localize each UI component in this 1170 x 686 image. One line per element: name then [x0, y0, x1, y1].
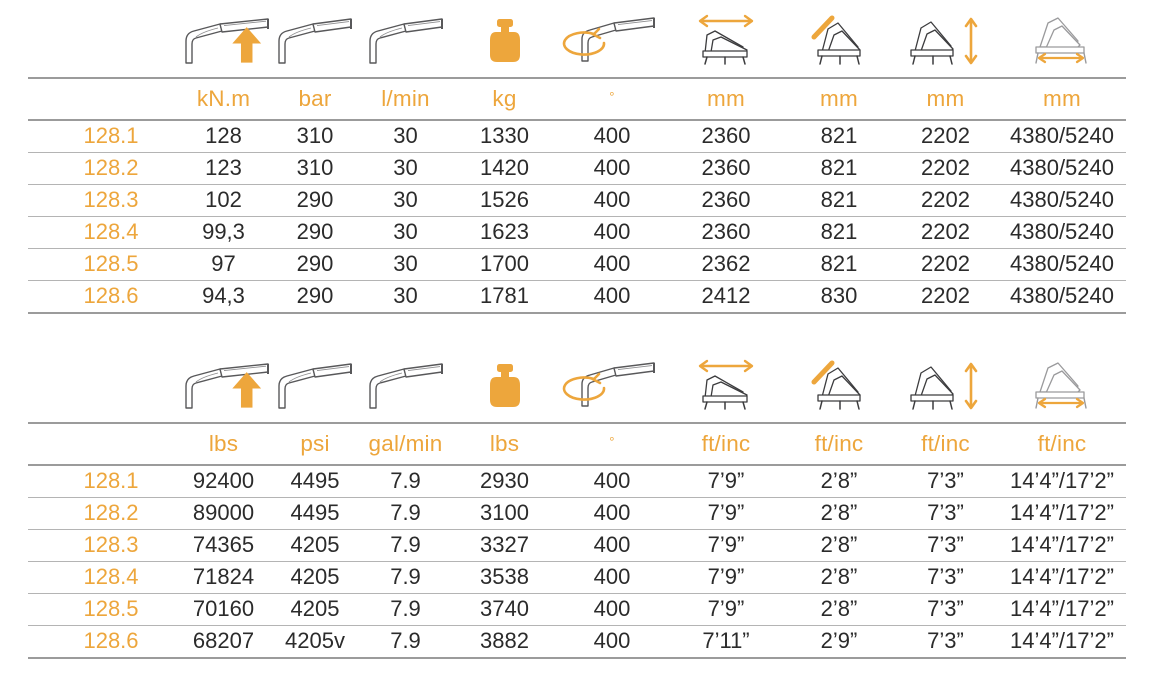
- cell-rotation: 400: [557, 465, 667, 498]
- cell-oil-flow: 7.9: [359, 594, 452, 626]
- cell-oil-flow: 30: [359, 120, 452, 153]
- cell-weight: 1420: [452, 153, 557, 185]
- cell-weight: 3882: [452, 626, 557, 659]
- crane-rotation-icon: [560, 7, 664, 69]
- unit-lifting-moment: lbs: [176, 423, 271, 465]
- cell-base-width: 4380/5240: [998, 281, 1126, 314]
- cell-pressure: 310: [271, 120, 359, 153]
- imperial-units-row: [28, 423, 1126, 465]
- cell-lifting-moment: 92400: [176, 465, 271, 498]
- model-icon-placeholder: [28, 345, 176, 423]
- cell-oil-flow: 30: [359, 153, 452, 185]
- unit-diagonal-reach: mm: [785, 78, 893, 120]
- model-label: 128.4: [28, 562, 176, 594]
- weight-block-icon: [475, 352, 535, 414]
- cell-vertical-height: 2202: [893, 153, 998, 185]
- cell-vertical-height: 2202: [893, 185, 998, 217]
- cell-base-width: 4380/5240: [998, 185, 1126, 217]
- cell-diagonal-reach: 821: [785, 217, 893, 249]
- crane-folded-pressure-icon: [271, 352, 359, 414]
- table-row: [28, 281, 1126, 314]
- cell-horizontal-reach: 7’11”: [667, 626, 785, 659]
- model-label: 128.2: [28, 153, 176, 185]
- cell-oil-flow: 30: [359, 281, 452, 314]
- imperial-icon-header-row: [28, 345, 1126, 423]
- cell-vertical-height: 7’3”: [893, 530, 998, 562]
- cell-oil-flow: 7.9: [359, 626, 452, 659]
- cell-pressure: 290: [271, 281, 359, 314]
- table-row: [28, 626, 1126, 659]
- cell-horizontal-reach: 7’9”: [667, 498, 785, 530]
- cell-base-width: 4380/5240: [998, 217, 1126, 249]
- cell-rotation: 400: [557, 594, 667, 626]
- cell-weight: 1700: [452, 249, 557, 281]
- cell-vertical-height: 2202: [893, 249, 998, 281]
- unit-pressure: psi: [271, 423, 359, 465]
- crane-rotation-icon: [560, 352, 664, 414]
- cell-rotation: 400: [557, 185, 667, 217]
- icon-cell-base-width: [998, 0, 1126, 78]
- cell-pressure: 4495: [271, 465, 359, 498]
- metric-icon-header-row: [28, 0, 1126, 78]
- icon-cell-weight: [452, 345, 557, 423]
- cell-vertical-height: 2202: [893, 217, 998, 249]
- cell-vertical-height: 7’3”: [893, 562, 998, 594]
- cell-vertical-height: 7’3”: [893, 498, 998, 530]
- model-column-header: [28, 78, 176, 120]
- crane-folded-lift-arrow-up-icon: [176, 352, 280, 414]
- cell-base-width: 14’4”/17’2”: [998, 594, 1126, 626]
- imperial-spec-table: [28, 345, 1126, 659]
- crane-horizontal-reach-icon: [685, 7, 767, 69]
- cell-lifting-moment: 97: [176, 249, 271, 281]
- cell-base-width: 4380/5240: [998, 153, 1126, 185]
- unit-weight: lbs: [452, 423, 557, 465]
- table-row: [28, 594, 1126, 626]
- table-row: [28, 562, 1126, 594]
- cell-vertical-height: 7’3”: [893, 594, 998, 626]
- model-label: 128.1: [28, 120, 176, 153]
- cell-horizontal-reach: 7’9”: [667, 562, 785, 594]
- cell-weight: 1623: [452, 217, 557, 249]
- cell-weight: 3327: [452, 530, 557, 562]
- cell-rotation: 400: [557, 562, 667, 594]
- metric-spec-table: [28, 0, 1126, 314]
- cell-rotation: 400: [557, 120, 667, 153]
- unit-base-width: mm: [998, 78, 1126, 120]
- cell-rotation: 400: [557, 249, 667, 281]
- crane-folded-flow-icon: [362, 7, 450, 69]
- model-label: 128.2: [28, 498, 176, 530]
- unit-pressure: bar: [271, 78, 359, 120]
- cell-horizontal-reach: 2412: [667, 281, 785, 314]
- model-label: 128.5: [28, 594, 176, 626]
- cell-vertical-height: 7’3”: [893, 465, 998, 498]
- cell-horizontal-reach: 2360: [667, 217, 785, 249]
- cell-base-width: 14’4”/17’2”: [998, 626, 1126, 659]
- cell-pressure: 4495: [271, 498, 359, 530]
- cell-weight: 1781: [452, 281, 557, 314]
- table-row: [28, 185, 1126, 217]
- cell-oil-flow: 7.9: [359, 530, 452, 562]
- model-label: 128.6: [28, 626, 176, 659]
- cell-diagonal-reach: 2’8”: [785, 594, 893, 626]
- cell-base-width: 14’4”/17’2”: [998, 498, 1126, 530]
- cell-pressure: 4205: [271, 594, 359, 626]
- cell-rotation: 400: [557, 217, 667, 249]
- cell-vertical-height: 7’3”: [893, 626, 998, 659]
- cell-diagonal-reach: 2’8”: [785, 562, 893, 594]
- icon-cell-horizontal-reach: [667, 345, 785, 423]
- weight-block-icon: [475, 7, 535, 69]
- cell-lifting-moment: 68207: [176, 626, 271, 659]
- table-row: [28, 465, 1126, 498]
- metric-spec-block: [0, 0, 1170, 314]
- cell-diagonal-reach: 821: [785, 120, 893, 153]
- cell-pressure: 310: [271, 153, 359, 185]
- cell-vertical-height: 2202: [893, 281, 998, 314]
- cell-oil-flow: 30: [359, 185, 452, 217]
- cell-diagonal-reach: 821: [785, 185, 893, 217]
- cell-rotation: 400: [557, 626, 667, 659]
- cell-lifting-moment: 128: [176, 120, 271, 153]
- cell-lifting-moment: 74365: [176, 530, 271, 562]
- cell-lifting-moment: 70160: [176, 594, 271, 626]
- cell-weight: 3538: [452, 562, 557, 594]
- table-row: [28, 530, 1126, 562]
- unit-vertical-height: mm: [893, 78, 998, 120]
- unit-diagonal-reach: ft/inc: [785, 423, 893, 465]
- cell-horizontal-reach: 2360: [667, 120, 785, 153]
- unit-base-width: ft/inc: [998, 423, 1126, 465]
- cell-horizontal-reach: 2360: [667, 153, 785, 185]
- crane-base-width-icon: [1014, 352, 1110, 414]
- cell-weight: 1526: [452, 185, 557, 217]
- crane-diagonal-reach-icon: [798, 352, 880, 414]
- cell-lifting-moment: 89000: [176, 498, 271, 530]
- table-row: [28, 217, 1126, 249]
- cell-horizontal-reach: 7’9”: [667, 594, 785, 626]
- icon-cell-lifting-moment: [176, 345, 271, 423]
- cell-diagonal-reach: 830: [785, 281, 893, 314]
- crane-diagonal-reach-icon: [798, 7, 880, 69]
- cell-pressure: 4205: [271, 562, 359, 594]
- cell-lifting-moment: 102: [176, 185, 271, 217]
- metric-units-row: [28, 78, 1126, 120]
- cell-horizontal-reach: 7’9”: [667, 465, 785, 498]
- cell-horizontal-reach: 7’9”: [667, 530, 785, 562]
- cell-pressure: 290: [271, 249, 359, 281]
- model-label: 128.1: [28, 465, 176, 498]
- cell-lifting-moment: 123: [176, 153, 271, 185]
- cell-horizontal-reach: 2362: [667, 249, 785, 281]
- table-row: [28, 153, 1126, 185]
- icon-cell-oil-flow: [359, 0, 452, 78]
- unit-lifting-moment: kN.m: [176, 78, 271, 120]
- cell-base-width: 14’4”/17’2”: [998, 562, 1126, 594]
- cell-oil-flow: 7.9: [359, 562, 452, 594]
- crane-horizontal-reach-icon: [685, 352, 767, 414]
- icon-cell-vertical-height: [893, 0, 998, 78]
- model-column-header: [28, 423, 176, 465]
- unit-rotation: °: [557, 78, 667, 120]
- crane-vertical-height-icon: [901, 7, 991, 69]
- unit-oil-flow: l/min: [359, 78, 452, 120]
- crane-folded-pressure-icon: [271, 7, 359, 69]
- model-icon-placeholder: [28, 0, 176, 78]
- cell-rotation: 400: [557, 281, 667, 314]
- table-row: [28, 498, 1126, 530]
- cell-weight: 3740: [452, 594, 557, 626]
- cell-vertical-height: 2202: [893, 120, 998, 153]
- cell-base-width: 4380/5240: [998, 249, 1126, 281]
- table-row: [28, 120, 1126, 153]
- cell-lifting-moment: 99,3: [176, 217, 271, 249]
- icon-cell-pressure: [271, 0, 359, 78]
- icon-cell-oil-flow: [359, 345, 452, 423]
- model-label: 128.3: [28, 185, 176, 217]
- model-label: 128.4: [28, 217, 176, 249]
- model-label: 128.5: [28, 249, 176, 281]
- cell-base-width: 14’4”/17’2”: [998, 530, 1126, 562]
- cell-pressure: 290: [271, 185, 359, 217]
- table-row: [28, 249, 1126, 281]
- icon-cell-lifting-moment: [176, 0, 271, 78]
- crane-vertical-height-icon: [901, 352, 991, 414]
- cell-pressure: 290: [271, 217, 359, 249]
- unit-oil-flow: gal/min: [359, 423, 452, 465]
- icon-cell-base-width: [998, 345, 1126, 423]
- crane-folded-lift-arrow-up-icon: [176, 7, 280, 69]
- cell-base-width: 14’4”/17’2”: [998, 465, 1126, 498]
- crane-base-width-icon: [1014, 7, 1110, 69]
- cell-oil-flow: 7.9: [359, 465, 452, 498]
- cell-rotation: 400: [557, 153, 667, 185]
- cell-lifting-moment: 71824: [176, 562, 271, 594]
- cell-diagonal-reach: 2’8”: [785, 465, 893, 498]
- model-label: 128.3: [28, 530, 176, 562]
- cell-oil-flow: 7.9: [359, 498, 452, 530]
- unit-vertical-height: ft/inc: [893, 423, 998, 465]
- cell-diagonal-reach: 2’8”: [785, 498, 893, 530]
- cell-diagonal-reach: 2’8”: [785, 530, 893, 562]
- cell-weight: 3100: [452, 498, 557, 530]
- model-label: 128.6: [28, 281, 176, 314]
- icon-cell-weight: [452, 0, 557, 78]
- cell-weight: 1330: [452, 120, 557, 153]
- cell-diagonal-reach: 821: [785, 153, 893, 185]
- unit-weight: kg: [452, 78, 557, 120]
- cell-weight: 2930: [452, 465, 557, 498]
- cell-pressure: 4205: [271, 530, 359, 562]
- cell-oil-flow: 30: [359, 249, 452, 281]
- icon-cell-diagonal-reach: [785, 345, 893, 423]
- icon-cell-vertical-height: [893, 345, 998, 423]
- cell-base-width: 4380/5240: [998, 120, 1126, 153]
- crane-folded-flow-icon: [362, 352, 450, 414]
- cell-diagonal-reach: 2’9”: [785, 626, 893, 659]
- unit-rotation: °: [557, 423, 667, 465]
- icon-cell-horizontal-reach: [667, 0, 785, 78]
- imperial-spec-block: [0, 345, 1170, 659]
- icon-cell-pressure: [271, 345, 359, 423]
- cell-diagonal-reach: 821: [785, 249, 893, 281]
- icon-cell-diagonal-reach: [785, 0, 893, 78]
- icon-cell-rotation: [557, 0, 667, 78]
- unit-horizontal-reach: ft/inc: [667, 423, 785, 465]
- cell-lifting-moment: 94,3: [176, 281, 271, 314]
- cell-rotation: 400: [557, 498, 667, 530]
- unit-horizontal-reach: mm: [667, 78, 785, 120]
- icon-cell-rotation: [557, 345, 667, 423]
- cell-rotation: 400: [557, 530, 667, 562]
- cell-oil-flow: 30: [359, 217, 452, 249]
- cell-pressure: 4205v: [271, 626, 359, 659]
- cell-horizontal-reach: 2360: [667, 185, 785, 217]
